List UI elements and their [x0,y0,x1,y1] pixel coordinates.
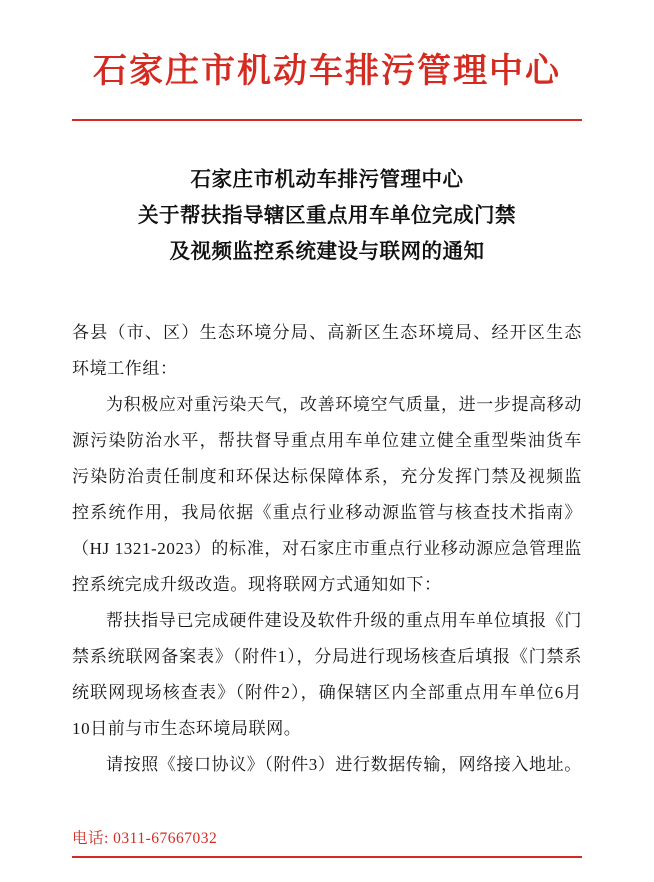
document-title-line-3: 及视频监控系统建设与联网的通知 [169,241,485,264]
body-paragraph-3: 请按照《接口协议》（附件3）进行数据传输，网络接入地址。 [106,755,582,775]
footer-phone: 电话: 0311-67667032 [72,830,218,848]
letterhead [72,0,582,121]
body-paragraph-2: 帮扶指导已完成硬件建设及软件升级的重点用车单位填报《门禁系统联网备案表》（附件1），分局进行现场核查后填报《门禁系统联网现场核查表》（附件2），确保辖区内全部重点用车单位6月10日前与市生态环境局联网。 [72,611,582,739]
letterhead-divider [72,119,582,122]
page-footer [72,826,582,858]
recipient-line: 各县（市、区）生态环境分局、高新区生态环境局、经开区生态环境工作组： [72,322,582,378]
letterhead-organization: 石家庄市机动车排污管理中心 [93,53,561,90]
document-body [72,315,582,783]
document-title-line-2: 关于帮扶指导辖区重点用车单位完成门禁 [138,205,516,228]
document-title [72,163,582,271]
footer-divider [72,856,582,858]
body-paragraph-1: 为积极应对重污染天气，改善环境空气质量，进一步提高移动源污染防治水平，帮扶督导重点用车单位建立健全重型柴油货车污染防治责任制度和环保达标保障体系，充分发挥门禁及视频监控系统作用，我局依据《重点行业移动源监管与核查技术指南》（HJ 1321-2023）的标准，对石家庄市重点行业移动源应急管理监控系统完成升级改造。现将联网方式通知如下： [72,394,582,595]
document-title-line-1: 石家庄市机动车排污管理中心 [190,169,464,192]
